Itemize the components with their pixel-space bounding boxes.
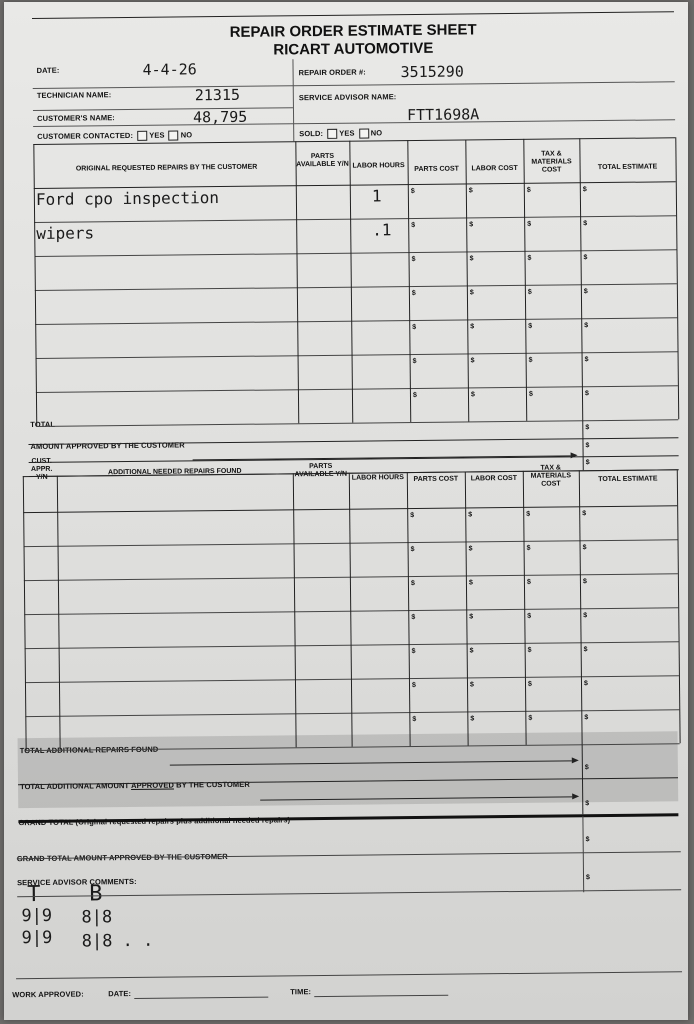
additional-found-label: TOTAL ADDITIONAL REPAIRS FOUND	[19, 744, 159, 756]
currency-symbol: $	[528, 390, 533, 398]
currency-symbol: $	[583, 288, 588, 296]
customer-value[interactable]: 48,795	[192, 107, 248, 127]
original-row-desc[interactable]: wipers	[36, 223, 95, 243]
additional-parts-cost-header: PARTS COST	[413, 475, 459, 484]
currency-symbol: $	[526, 186, 531, 194]
original-row-hours[interactable]: 1	[371, 186, 382, 206]
currency-symbol: $	[468, 511, 473, 519]
comment-col1-line2: 9|9	[21, 927, 53, 949]
additional-approved-underlined: APPROVED	[131, 780, 175, 791]
sold-label-text: SOLD:	[299, 128, 324, 139]
arrow-icon	[571, 452, 578, 458]
footer-time-label: TIME:	[290, 987, 312, 997]
currency-symbol: $	[410, 188, 415, 196]
technician-value[interactable]: 21315	[194, 85, 241, 105]
currency-symbol: $	[585, 800, 590, 808]
date-value[interactable]: 4-4-26	[142, 60, 197, 79]
original-approved-label: AMOUNT APPROVED BY THE CUSTOMER	[30, 440, 185, 452]
contacted-label-text: CUSTOMER CONTACTED:	[37, 130, 134, 141]
currency-symbol: $	[582, 186, 587, 194]
currency-symbol: $	[469, 647, 474, 655]
advisor-label: SERVICE ADVISOR NAME:	[298, 92, 397, 103]
currency-symbol: $	[582, 510, 587, 518]
currency-symbol: $	[412, 391, 417, 400]
sold-label	[299, 128, 382, 139]
grand-total-label-text: GRAND TOTAL	[18, 817, 74, 828]
additional-tax-header: TAX & MATERIALS COST	[530, 464, 572, 488]
currency-symbol: $	[585, 442, 590, 450]
currency-symbol: $	[583, 680, 588, 688]
original-parts-cost-header: PARTS COST	[414, 165, 459, 174]
currency-symbol: $	[582, 578, 587, 586]
currency-symbol: $	[527, 646, 532, 654]
currency-symbol: $	[584, 356, 589, 364]
currency-symbol: $	[470, 715, 475, 723]
additional-labor-cost-header: LABOR COST	[470, 474, 518, 483]
currency-symbol: $	[468, 545, 473, 553]
currency-symbol: $	[469, 221, 474, 229]
additional-appr-header: CUST. APPR. Y/N	[30, 457, 53, 481]
currency-symbol: $	[468, 187, 473, 195]
contacted-no-checkbox[interactable]	[169, 130, 179, 140]
repair-order-label: REPAIR ORDER #:	[298, 67, 366, 78]
currency-symbol: $	[411, 682, 416, 690]
currency-symbol: $	[412, 323, 417, 332]
contacted-no-label: NO	[180, 130, 193, 140]
currency-symbol: $	[469, 613, 474, 621]
original-row-desc[interactable]: Ford cpo inspection	[35, 188, 220, 209]
currency-symbol: $	[411, 648, 416, 656]
currency-symbol: $	[527, 220, 532, 228]
currency-symbol: $	[410, 580, 415, 588]
grand-approved-label: GRAND TOTAL AMOUNT APPROVED BY THE CUSTOMER	[16, 851, 228, 864]
additional-approved-pre: TOTAL ADDITIONAL AMOUNT	[20, 781, 132, 792]
currency-symbol: $	[585, 459, 590, 467]
comment-col1-line1: 9|9	[21, 905, 53, 927]
additional-labor-hours-header: LABOR HOURS	[351, 474, 404, 482]
currency-symbol: $	[528, 322, 533, 330]
currency-symbol: $	[526, 510, 531, 518]
contacted-yes-checkbox[interactable]	[137, 131, 147, 141]
original-total-header: TOTAL ESTIMATE	[597, 163, 658, 172]
comment-col2-line1: 8|8	[81, 907, 113, 928]
currency-symbol: $	[585, 424, 590, 432]
currency-symbol: $	[528, 356, 533, 364]
original-labor-cost-header: LABOR COST	[471, 164, 518, 173]
footer-date-label: DATE:	[108, 989, 132, 999]
currency-symbol: $	[468, 579, 473, 587]
comment-col2-line2: 8|8 . .	[81, 930, 154, 952]
currency-symbol: $	[411, 614, 416, 622]
original-labor-hours-header: LABOR HOURS	[352, 162, 405, 170]
currency-symbol: $	[526, 544, 531, 552]
currency-symbol: $	[527, 612, 532, 620]
currency-symbol: $	[527, 254, 532, 262]
currency-symbol: $	[585, 836, 590, 844]
currency-symbol: $	[470, 323, 475, 331]
currency-symbol: $	[526, 578, 531, 586]
sold-yes-label: YES	[339, 128, 355, 138]
currency-symbol: $	[469, 289, 474, 297]
currency-symbol: $	[470, 357, 475, 365]
customer-label: CUSTOMER'S NAME:	[37, 113, 115, 123]
repair-order-form	[12, 11, 684, 1018]
advisor-value[interactable]: FTT1698A	[406, 105, 480, 125]
currency-symbol: $	[411, 255, 416, 264]
currency-symbol: $	[410, 546, 415, 554]
grand-total-note: (Original requested repairs plus additional needed repairs)	[73, 815, 291, 827]
currency-symbol: $	[528, 714, 533, 722]
additional-parts-header: PARTS AVAILABLE Y/N	[294, 462, 348, 479]
currency-symbol: $	[527, 288, 532, 296]
currency-symbol: $	[584, 322, 589, 330]
currency-symbol: $	[583, 220, 588, 228]
date-label: DATE:	[36, 65, 60, 75]
currency-symbol: $	[584, 390, 589, 398]
currency-symbol: $	[584, 714, 589, 722]
contacted-label	[37, 130, 192, 142]
work-approved-label: WORK APPROVED:	[12, 989, 84, 1000]
sold-no-checkbox[interactable]	[359, 128, 369, 138]
company-name: RICART AUTOMOTIVE	[273, 39, 434, 59]
sold-no-label: NO	[370, 128, 383, 138]
currency-symbol: $	[527, 680, 532, 688]
technician-label: TECHNICIAN NAME:	[36, 90, 112, 100]
original-row-hours[interactable]: .1	[372, 220, 392, 240]
original-desc-header: ORIGINAL REQUESTED REPAIRS BY THE CUSTOMER	[75, 163, 258, 173]
currency-symbol: $	[585, 874, 590, 882]
currency-symbol: $	[469, 255, 474, 263]
currency-symbol: $	[583, 612, 588, 620]
currency-symbol: $	[411, 289, 416, 298]
paper-background	[4, 2, 688, 1020]
additional-desc-header: ADDITIONAL NEEDED REPAIRS FOUND	[107, 467, 242, 477]
currency-symbol: $	[583, 646, 588, 654]
currency-symbol: $	[411, 221, 416, 230]
currency-symbol: $	[582, 544, 587, 552]
currency-symbol: $	[412, 716, 417, 724]
arrow-icon	[572, 793, 579, 799]
comment-col1-head: T	[27, 881, 41, 908]
repair-order-value[interactable]: 3515290	[400, 62, 464, 82]
additional-approved-post: BY THE CUSTOMER	[173, 779, 250, 790]
original-total-label: TOTAL	[30, 419, 56, 430]
currency-symbol: $	[584, 764, 589, 772]
currency-symbol: $	[470, 391, 475, 399]
sold-yes-checkbox[interactable]	[327, 129, 337, 139]
form-title: REPAIR ORDER ESTIMATE SHEET	[229, 21, 477, 41]
additional-total-header: TOTAL ESTIMATE	[598, 475, 658, 484]
original-tax-header: TAX & MATERIALS COST	[531, 150, 572, 174]
comments-label: SERVICE ADVISOR COMMENTS:	[17, 876, 137, 888]
comment-col2-head: B	[89, 881, 103, 907]
arrow-icon	[572, 757, 579, 763]
currency-symbol: $	[410, 512, 415, 520]
original-parts-header: PARTS AVAILABLE Y/N	[296, 152, 349, 169]
currency-symbol: $	[583, 254, 588, 262]
currency-symbol: $	[469, 681, 474, 689]
contacted-yes-label: YES	[149, 130, 165, 140]
currency-symbol: $	[412, 357, 417, 366]
